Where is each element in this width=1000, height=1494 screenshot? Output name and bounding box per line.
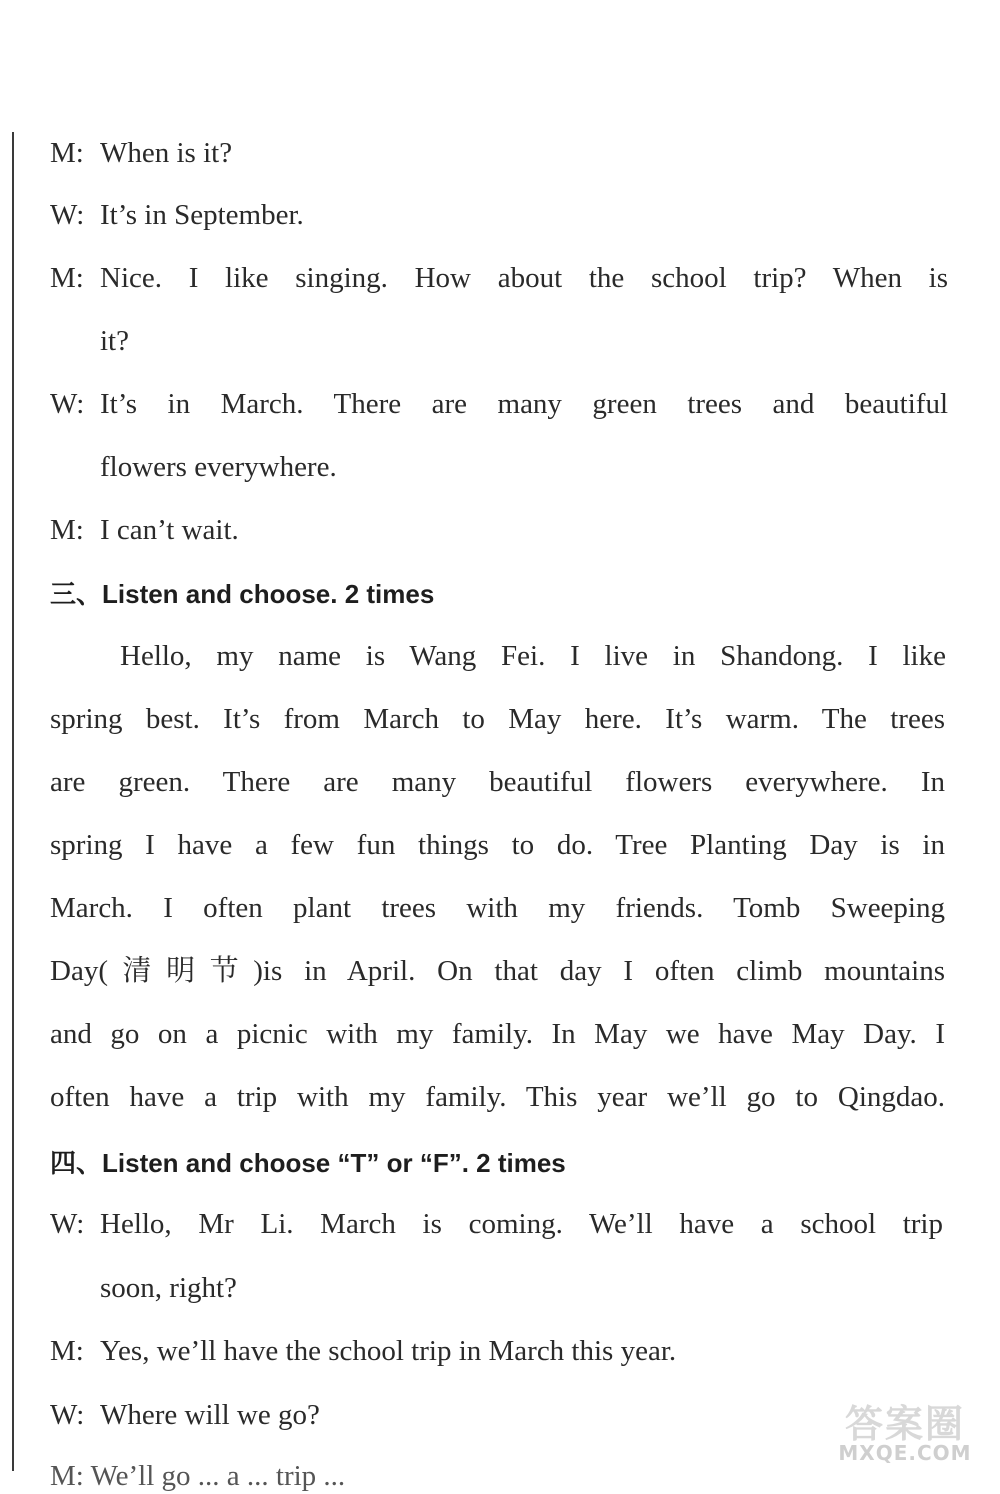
speaker-label: W: <box>50 199 85 231</box>
dialog-text: Where will we go? <box>100 1399 320 1431</box>
speaker-label: M: <box>50 137 84 169</box>
dialog-line <box>50 1333 950 1369</box>
watermark-logo-text: 答案圈 <box>844 1402 965 1446</box>
speaker-label: W: <box>50 1208 85 1240</box>
paragraph-line: often have a trip with my family. This year we’ll go to Qingdao. <box>50 1081 945 1113</box>
paragraph-line: spring I have a few fun things to do. Tree Planting Day is in <box>50 829 945 861</box>
paragraph-line: Hello, my name is Wang Fei. I live in Shandong. I like <box>120 640 946 672</box>
dialog-line <box>50 135 950 171</box>
speaker-label: M: <box>50 1335 84 1367</box>
dialog-line <box>50 386 948 422</box>
dialog-text: When is it? <box>100 137 233 169</box>
dialog-continuation: flowers everywhere. <box>100 451 337 483</box>
speaker-label: W: <box>50 1399 85 1431</box>
dialog-text: Yes, we’ll have the school trip in March this year. <box>100 1335 677 1367</box>
section-3-heading: 三、Listen and choose. 2 times <box>50 579 435 609</box>
dialog-text: Nice. I like singing. How about the school trip? When is <box>100 262 948 294</box>
watermark <box>820 1389 990 1469</box>
paragraph-line: spring best. It’s from March to May here. It’s warm. The trees <box>50 703 945 735</box>
dialog-continuation: soon, right? <box>100 1272 237 1304</box>
dialog-text: I can’t wait. <box>100 514 239 546</box>
dialog-line <box>50 260 948 296</box>
watermark-url: MXQE.COM <box>838 1441 972 1465</box>
section-4-heading: 四、Listen and choose “T” or “F”. 2 times <box>50 1148 566 1178</box>
paragraph-line: and go on a picnic with my family. In May we have May Day. I <box>50 1018 945 1050</box>
paragraph-line: March. I often plant trees with my friends. Tomb Sweeping <box>50 892 945 924</box>
dialog-line <box>50 512 950 548</box>
paragraph-line: are green. There are many beautiful flowers everywhere. In <box>50 766 945 798</box>
paragraph-line: Day(清明节)is in April. On that day I often climb mountains <box>50 955 945 987</box>
speaker-label: W: <box>50 388 85 420</box>
dialog-text: It’s in March. There are many green trees and beautiful <box>100 388 948 420</box>
dialog-text: It’s in September. <box>100 199 304 231</box>
speaker-label: M: <box>50 514 84 546</box>
dialog-line <box>50 1206 943 1242</box>
speaker-label: M: <box>50 262 84 294</box>
cut-off-dialog-line: M: We’ll go ... a ... trip ... <box>50 1460 346 1492</box>
dialog-continuation: it? <box>100 325 129 357</box>
page-left-border <box>12 132 14 1471</box>
dialog-text: Hello, Mr Li. March is coming. We’ll have a school trip <box>100 1208 943 1240</box>
dialog-line <box>50 197 950 233</box>
dialog-line <box>50 1397 950 1433</box>
